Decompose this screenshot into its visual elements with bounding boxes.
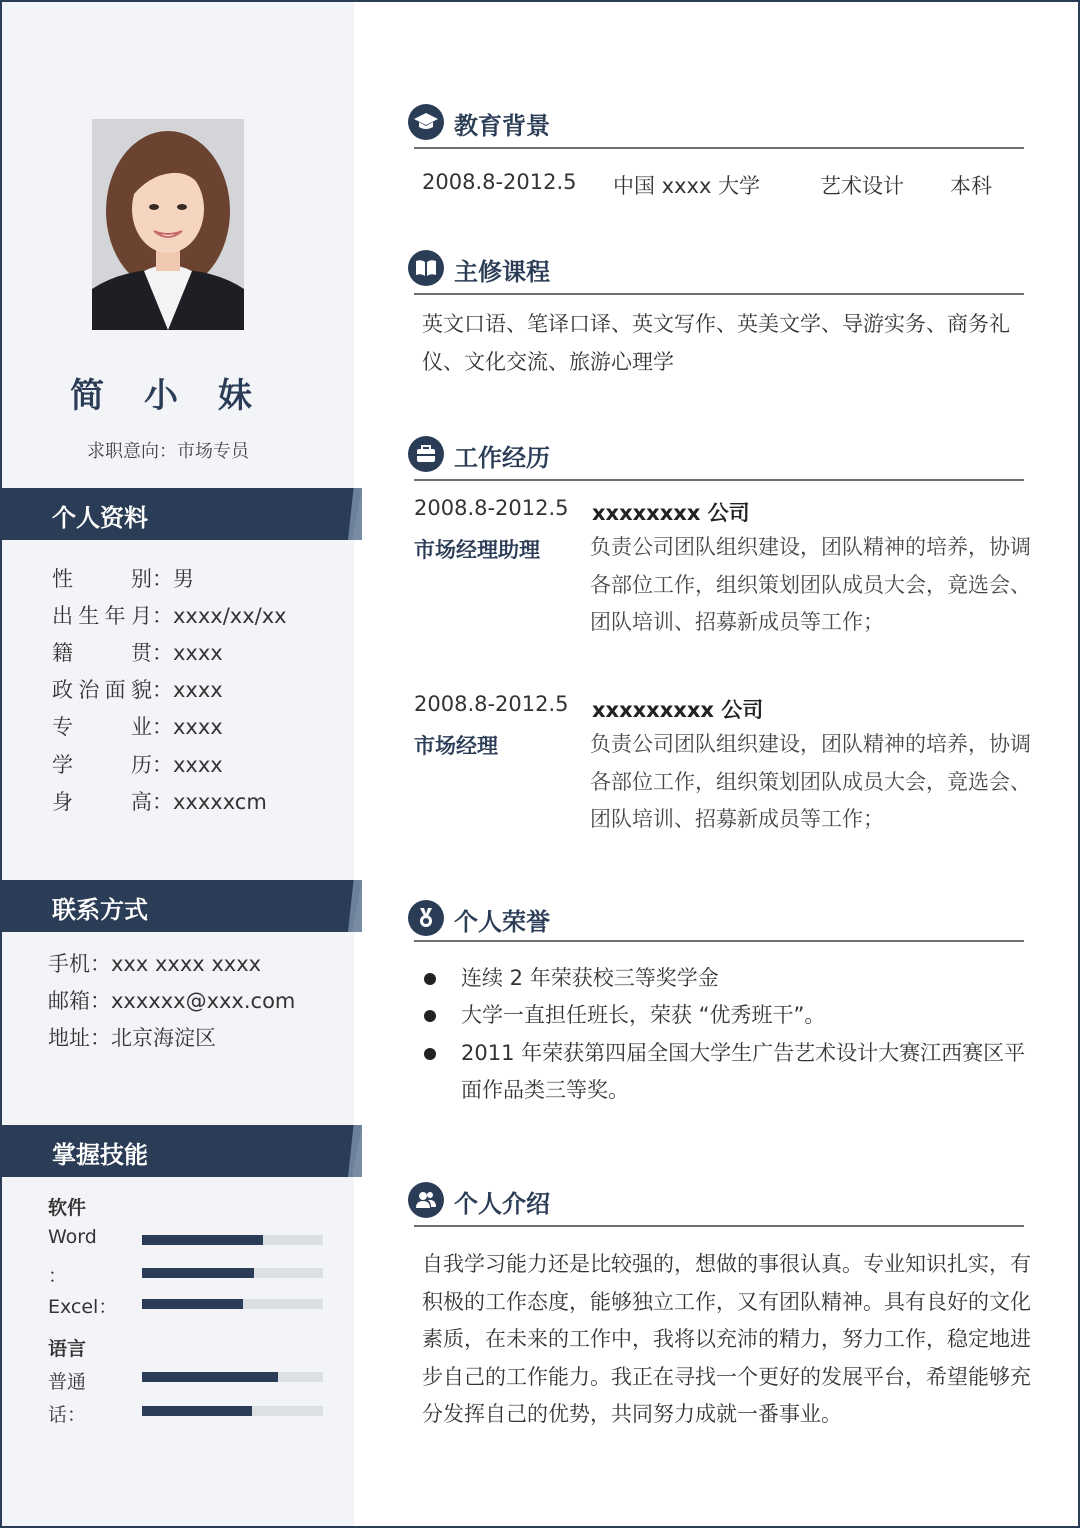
skill-label-mandarin-2: 话： <box>48 1404 87 1426</box>
software-category: 软件 <box>48 1197 87 1219</box>
job-2-company: xxxxxxxxx 公司 <box>592 698 764 722</box>
info-value: ：xxxx <box>152 715 223 739</box>
bullet-icon <box>424 1048 436 1060</box>
info-key: 性别 <box>52 567 152 591</box>
candidate-name: 简 小 妹 <box>70 376 266 416</box>
intro-divider <box>414 1225 1024 1227</box>
education-school: 中国 xxxx 大学 <box>613 174 761 198</box>
skills-banner <box>2 1125 354 1177</box>
skill-bar-excel <box>142 1299 323 1309</box>
graduation-cap-icon <box>408 104 444 140</box>
info-degree <box>52 749 223 779</box>
honors-title: 个人荣誉 <box>454 908 550 936</box>
honor-text: 大学一直担任班长，荣获 “优秀班干”。 <box>461 1003 826 1027</box>
contact-address: 地址：北京海淀区 <box>48 1026 216 1050</box>
contact-phone: 手机：xxx xxxx xxxx <box>48 952 262 976</box>
honor-item <box>424 1035 1026 1109</box>
work-title: 工作经历 <box>454 444 550 472</box>
contact-title: 联系方式 <box>52 896 148 924</box>
info-value: ：xxxx/xx/xx <box>152 604 287 628</box>
info-value: ：xxxx <box>152 753 223 777</box>
info-major <box>52 711 223 741</box>
skill-bar-fill <box>142 1406 252 1416</box>
skill-bar-fill <box>142 1268 254 1278</box>
info-value: ：xxxxxcm <box>152 790 267 814</box>
job-2-period: 2008.8-2012.5 <box>414 692 569 716</box>
info-key: 出生年月 <box>52 604 152 628</box>
skill-label-excel: Excel： <box>48 1296 118 1318</box>
education-major: 艺术设计 <box>820 174 904 198</box>
skill-label-word: Word <box>48 1226 97 1248</box>
skill-bar-fill <box>142 1235 263 1245</box>
info-key: 籍贯 <box>52 641 152 665</box>
user-group-icon <box>408 1182 444 1218</box>
education-period: 2008.8-2012.5 <box>422 170 577 194</box>
info-key: 学历 <box>52 753 152 777</box>
info-height <box>52 786 267 816</box>
info-birth <box>52 600 287 630</box>
job-1-description: 负责公司团队组织建设，团队精神的培养，协调各部位工作，组织策划团队成员大会，竟选会、团队培训、招募新成员等工作； <box>590 535 1031 634</box>
skill-label-word-colon: ： <box>48 1265 68 1287</box>
honor-item <box>424 960 1024 997</box>
info-value: ：xxxx <box>152 641 223 665</box>
courses-title: 主修课程 <box>454 258 550 286</box>
info-key: 政治面貌 <box>52 678 152 702</box>
skill-bar-mandarin <box>142 1372 323 1382</box>
honors-divider <box>414 940 1024 942</box>
job-1-role: 市场经理助理 <box>414 538 540 562</box>
intro-title: 个人介绍 <box>454 1190 550 1218</box>
job-2-role: 市场经理 <box>414 734 498 758</box>
info-key: 专业 <box>52 715 152 739</box>
intro-text: 自我学习能力还是比较强的，想做的事很认真。专业知识扎实，有积极的工作态度，能够独立工作，又有团队精神。具有良好的文化素质，在未来的工作中，我将以充沛的精力，努力工作，稳定地进步自己的工作能力。我正在寻找一个更好的发展平台，希望能够充分发挥自己的优势，共同努力成就一番事业。 <box>422 1252 1031 1426</box>
job-2-description: 负责公司团队组织建设，团队精神的培养，协调各部位工作，组织策划团队成员大会，竟选会、团队培训、招募新成员等工作； <box>590 732 1031 831</box>
personal-info-banner <box>2 488 354 540</box>
info-political <box>52 674 223 704</box>
skills-title: 掌握技能 <box>52 1141 148 1169</box>
honor-text: 2011 年荣获第四届全国大学生广告艺术设计大赛江西赛区平 面作品类三等奖。 <box>461 1041 1026 1102</box>
job-1-company: xxxxxxxx 公司 <box>592 501 750 525</box>
bullet-icon <box>424 1010 436 1022</box>
job-intent: 求职意向：市场专员 <box>87 441 249 462</box>
job-1-period: 2008.8-2012.5 <box>414 496 569 520</box>
info-key: 身高 <box>52 790 152 814</box>
profile-photo <box>92 119 244 330</box>
education-title: 教育背景 <box>454 112 550 140</box>
education-divider <box>414 147 1024 149</box>
briefcase-icon <box>408 436 444 472</box>
skill-bar-2 <box>142 1268 323 1278</box>
courses-divider <box>414 293 1024 295</box>
info-value: ：xxxx <box>152 678 223 702</box>
courses-text: 英文口语、笔译口译、英文写作、英美文学、导游实务、商务礼仪、文化交流、旅游心理学 <box>422 312 1010 374</box>
honor-item <box>424 997 1024 1034</box>
contact-email: 邮箱：xxxxxx@xxx.com <box>48 989 296 1013</box>
language-category: 语言 <box>48 1338 87 1360</box>
education-degree: 本科 <box>950 174 992 198</box>
skill-bar-fill <box>142 1372 278 1382</box>
work-divider <box>414 479 1024 481</box>
skill-bar-language-2 <box>142 1406 323 1416</box>
personal-info-title: 个人资料 <box>52 504 148 532</box>
medal-icon <box>408 900 444 936</box>
bullet-icon <box>424 973 436 985</box>
info-value: ：男 <box>152 567 194 591</box>
skill-bar-word <box>142 1235 323 1245</box>
honor-text: 连续 2 年荣获校三等奖学金 <box>461 966 719 990</box>
info-native-place <box>52 637 223 667</box>
skill-bar-fill <box>142 1299 243 1309</box>
contact-banner <box>2 880 354 932</box>
skill-label-mandarin: 普通 <box>48 1371 87 1393</box>
open-book-icon <box>408 250 444 286</box>
info-gender <box>52 563 194 593</box>
